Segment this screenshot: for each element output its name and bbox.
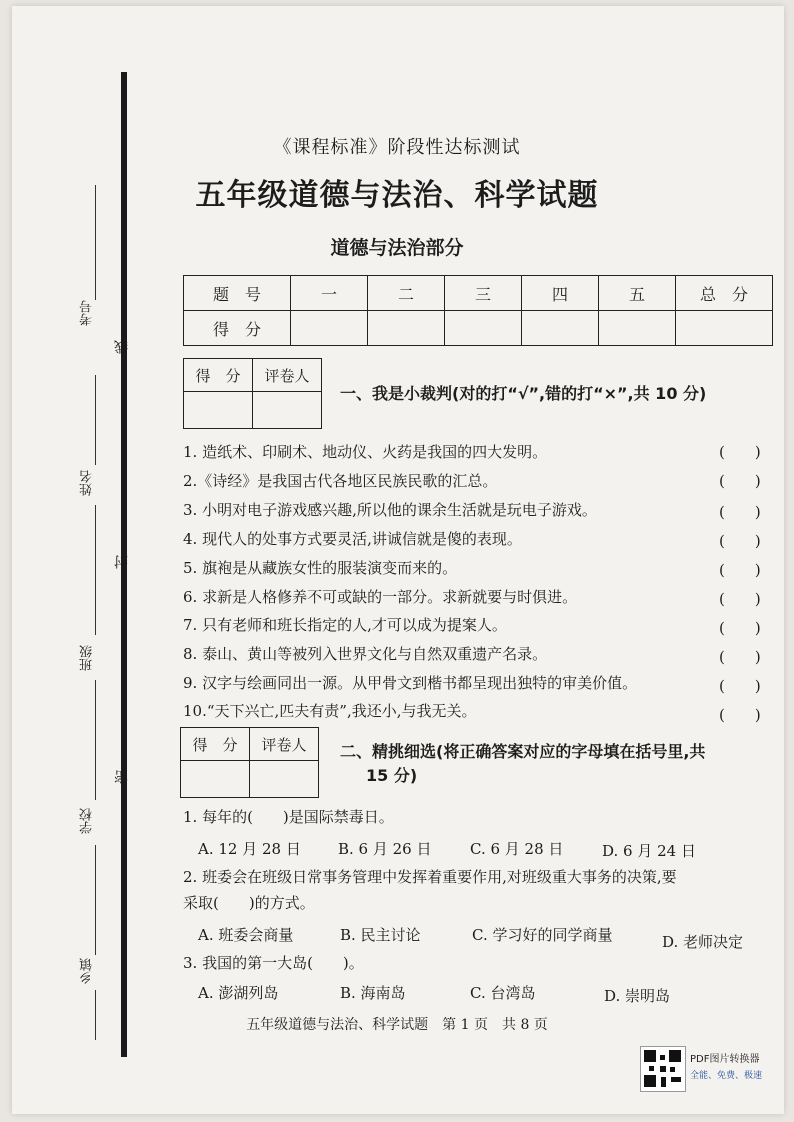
mc-option[interactable]: B. 6 月 26 日: [338, 840, 432, 858]
answer-blank[interactable]: ( ): [719, 472, 761, 490]
grade-box-score-cell[interactable]: [181, 761, 250, 798]
mc-option[interactable]: A. 班委会商量: [198, 926, 294, 944]
mc-question-3: 3. 我国的第一大岛( )。: [183, 954, 364, 972]
grade-box-grader-label: 评卷人: [250, 728, 319, 761]
exam-number-label: 考号: [80, 300, 95, 326]
part2-grade-box: [180, 727, 319, 798]
score-header-cell: 总 分: [676, 276, 773, 311]
tf-question-6: 6. 求新是人格修养不可或缺的一部分。求新就要与时俱进。: [183, 588, 578, 606]
mc-option[interactable]: C. 6 月 28 日: [470, 840, 564, 858]
mc-option[interactable]: A. 澎湖列岛: [198, 984, 279, 1002]
tf-question-4: 4. 现代人的处事方式要灵活,讲诚信就是傻的表现。: [183, 530, 522, 548]
part1-grade-box: [183, 358, 322, 429]
score-table: [183, 275, 773, 346]
section-title: 道德与法治部分: [330, 237, 464, 259]
mc-option[interactable]: C. 台湾岛: [470, 984, 536, 1002]
part1-heading: 一、我是小裁判(对的打“√”,错的打“×”,共 10 分): [340, 384, 707, 403]
mc-option[interactable]: B. 民主讨论: [340, 926, 421, 944]
score-header-cell: 三: [445, 276, 522, 311]
part2-heading-line2: 15 分): [366, 766, 418, 785]
mc-question-1: 1. 每年的( )是国际禁毒日。: [183, 808, 394, 826]
exam-title: 五年级道德与法治、科学试题: [195, 178, 599, 213]
seal-mark-mi: 密: [114, 770, 130, 784]
exam-subtitle: 《课程标准》阶段性达标测试: [273, 137, 521, 158]
mc-question-2: 2. 班委会在班级日常事务管理中发挥着重要作用,对班级重大事务的决策,要: [183, 868, 677, 886]
mc-question-2-cont: 采取( )的方式。: [183, 894, 315, 912]
score-row-label: 得 分: [184, 311, 291, 346]
grade-box-score-label: 得 分: [181, 728, 250, 761]
answer-blank[interactable]: ( ): [719, 677, 761, 695]
name-label: 姓名: [80, 470, 95, 496]
town-label: 乡镇: [80, 958, 95, 984]
part2-heading-line1: 二、精挑细选(将正确答案对应的字母填在括号里,共: [340, 742, 706, 761]
tf-question-10: 10.“天下兴亡,匹夫有责”,我还小,与我无关。: [183, 702, 477, 720]
answer-blank[interactable]: ( ): [719, 503, 761, 521]
mc-option[interactable]: A. 12 月 28 日: [198, 840, 301, 858]
class-label: 班级: [80, 645, 95, 671]
grade-box-score-cell[interactable]: [184, 392, 253, 429]
tf-question-8: 8. 泰山、黄山等被列入世界文化与自然双重遗产名录。: [183, 645, 548, 663]
tf-question-7: 7. 只有老师和班长指定的人,才可以成为提案人。: [183, 616, 507, 634]
score-cell[interactable]: [522, 311, 599, 346]
answer-blank[interactable]: ( ): [719, 648, 761, 666]
school-label: 学校: [80, 808, 95, 834]
answer-blank[interactable]: ( ): [719, 443, 761, 461]
qr-code-icon: [640, 1046, 686, 1092]
watermark-subtitle: 全能、免费、极速: [690, 1071, 763, 1081]
mc-option[interactable]: D. 6 月 24 日: [602, 842, 696, 860]
school-field: [95, 845, 96, 955]
score-header-cell: 一: [291, 276, 368, 311]
tf-question-3: 3. 小明对电子游戏感兴趣,所以他的课余生活就是玩电子游戏。: [183, 501, 597, 519]
answer-blank[interactable]: ( ): [719, 532, 761, 550]
score-cell[interactable]: [445, 311, 522, 346]
grade-box-grader-label: 评卷人: [253, 359, 322, 392]
name-field: [95, 375, 96, 465]
score-header-cell: 二: [368, 276, 445, 311]
mc-option[interactable]: D. 老师决定: [662, 933, 744, 951]
score-table-header-row: [184, 276, 773, 311]
seal-mark-feng: 封: [114, 555, 130, 569]
score-header-cell: 五: [599, 276, 676, 311]
answer-blank[interactable]: ( ): [719, 561, 761, 579]
tf-question-1: 1. 造纸术、印刷术、地动仪、火药是我国的四大发明。: [183, 443, 548, 461]
mc-option[interactable]: D. 崇明岛: [604, 987, 671, 1005]
score-cell[interactable]: [368, 311, 445, 346]
class-field: [95, 680, 96, 800]
answer-blank[interactable]: ( ): [719, 706, 761, 724]
grade-box-grader-cell[interactable]: [250, 761, 319, 798]
tf-question-5: 5. 旗袍是从藏族女性的服装演变而来的。: [183, 559, 458, 577]
mc-option[interactable]: B. 海南岛: [340, 984, 406, 1002]
grade-box-grader-cell[interactable]: [253, 392, 322, 429]
watermark-title: PDF图片转换器: [690, 1054, 760, 1065]
answer-blank[interactable]: ( ): [719, 619, 761, 637]
grade-box-score-label: 得 分: [184, 359, 253, 392]
page-footer: 五年级道德与法治、科学试题 第 1 页 共 8 页: [246, 1017, 548, 1033]
score-header-cell: 四: [522, 276, 599, 311]
tf-question-9: 9. 汉字与绘画同出一源。从甲骨文到楷书都呈现出独特的审美价值。: [183, 674, 638, 692]
name-field-lower: [95, 505, 96, 635]
answer-blank[interactable]: ( ): [719, 590, 761, 608]
score-cell[interactable]: [676, 311, 773, 346]
score-table-score-row: [184, 311, 773, 346]
score-cell[interactable]: [599, 311, 676, 346]
mc-option[interactable]: C. 学习好的同学商量: [472, 926, 613, 944]
score-header-cell: 题 号: [184, 276, 291, 311]
seal-mark-line: 线: [114, 340, 130, 354]
tf-question-2: 2.《诗经》是我国古代各地区民族民歌的汇总。: [183, 472, 498, 490]
score-cell[interactable]: [291, 311, 368, 346]
